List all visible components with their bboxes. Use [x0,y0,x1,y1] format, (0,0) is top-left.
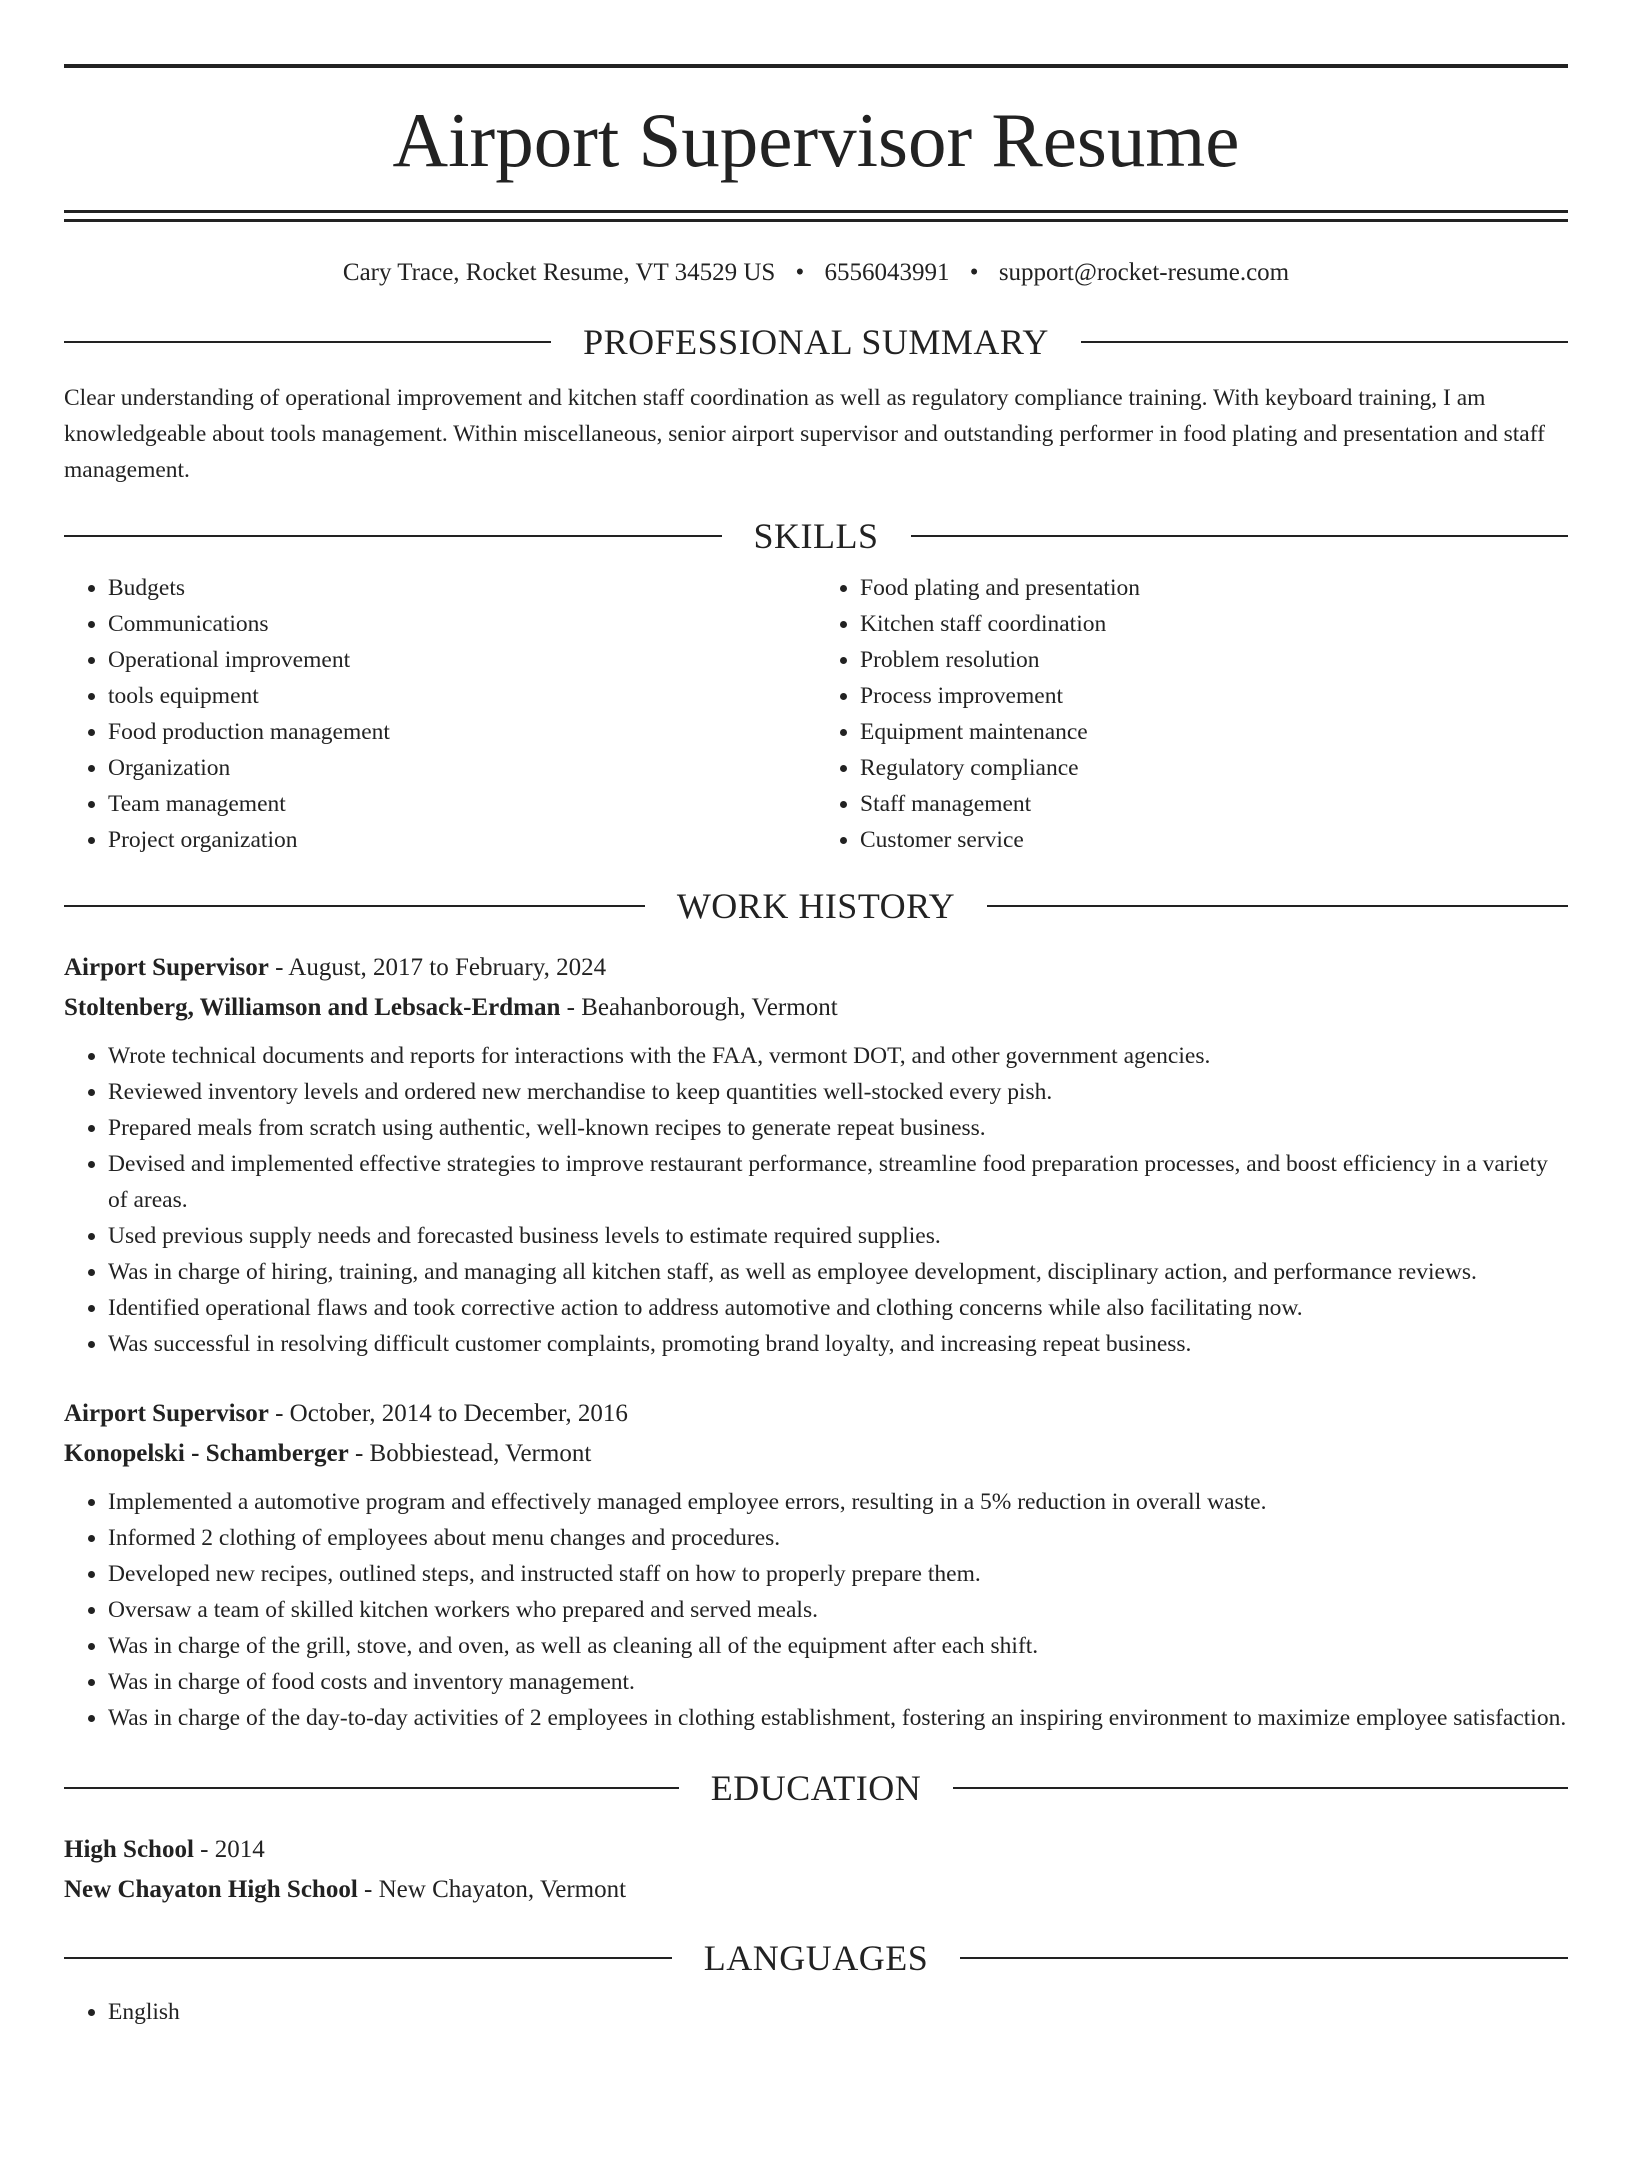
job-bullets [64,1038,1568,1362]
section-rule [987,905,1568,907]
job-company: Konopelski - Schamberger [64,1440,349,1467]
job-bullet: • Was in charge of the grill, stove, and oven, as well as cleaning all of the equipment after each shift. [108,1628,1568,1664]
job-bullet: • Identified operational flaws and took corrective action to address automotive and clothing concerns while also facilitating now. [108,1290,1568,1326]
contact-email: support@rocket-resume.com [998,259,1290,286]
section-header-skills [64,516,1568,556]
section-rule [64,1957,672,1959]
job-title: Airport Supervisor [64,954,269,981]
section-title: WORK HISTORY [676,886,956,926]
job-company-line [64,988,1568,1028]
resume-title: Airport Supervisor Resume [392,97,1240,183]
section-rule [911,535,1569,537]
section-rule [64,905,645,907]
skill-item: • Process improvement [860,678,1568,714]
top-rule [64,64,1568,68]
skill-item: • Problem resolution [860,642,1568,678]
section-header-education [64,1768,1568,1808]
education-year: - 2014 [193,1836,265,1863]
skill-item: • Operational improvement [108,642,816,678]
job-bullet: • Was successful in resolving difficult customer complaints, promoting brand loyalty, and increasing repeat business. [108,1326,1568,1362]
skill-item: • Budgets [108,570,816,606]
skill-item: • Project organization [108,822,816,858]
education-school-line [64,1870,1568,1910]
job-dates: - October, 2014 to December, 2016 [268,1400,628,1427]
job-bullet: • Was in charge of hiring, training, and managing all kitchen staff, as well as employee development, disciplinary action, and performance reviews. [108,1254,1568,1290]
section-rule [953,1787,1568,1789]
skill-item: • Staff management [860,786,1568,822]
skills-column-left [64,570,816,858]
education-entry [64,1830,1568,1910]
skill-item: • Regulatory compliance [860,750,1568,786]
summary-text: Clear understanding of operational improvement and kitchen staff coordination as well as regulatory compliance training. With keyboard training, I am knowledgeable about tools management. Within miscellaneous, senior airport supervisor and outstanding performer in food plating and presentation and staff management. [64,385,1545,483]
job-dates: - August, 2017 to February, 2024 [268,954,607,981]
job-location: - Beahanborough, Vermont [560,994,838,1021]
section-header-languages [64,1938,1568,1978]
job-bullet: • Reviewed inventory levels and ordered new merchandise to keep quantities well-stocked every pish. [108,1074,1568,1110]
languages-list [64,1994,1568,2030]
skill-item: • tools equipment [108,678,816,714]
section-rule [1081,341,1568,343]
section-header-work [64,886,1568,926]
skill-item: • Customer service [860,822,1568,858]
job-bullet: • Was in charge of the day-to-day activities of 2 employees in clothing establishment, fostering an inspiring environment to maximize employee satisfaction. [108,1700,1568,1736]
job-title: Airport Supervisor [64,1400,269,1427]
contact-line [64,258,1568,288]
job-company-line [64,1434,1568,1474]
section-rule [64,341,551,343]
job-bullet: • Implemented a automotive program and effectively managed employee errors, resulting in a 5% reduction in overall waste. [108,1484,1568,1520]
job-bullet: • Prepared meals from scratch using authentic, well-known recipes to generate repeat business. [108,1110,1568,1146]
contact-phone: 6556043991 [824,259,950,286]
skill-item: • Equipment maintenance [860,714,1568,750]
job-bullet: • Oversaw a team of skilled kitchen workers who prepared and served meals. [108,1592,1568,1628]
job-location: - Bobbiestead, Vermont [348,1440,592,1467]
section-header-summary [64,322,1568,362]
job-bullet: • Developed new recipes, outlined steps, and instructed staff on how to properly prepare them. [108,1556,1568,1592]
contact-separator: • [969,259,979,286]
section-rule [64,535,722,537]
education-location: - New Chayaton, Vermont [357,1876,627,1903]
job-bullet: • Wrote technical documents and reports for interactions with the FAA, vermont DOT, and other government agencies. [108,1038,1568,1074]
skill-item: • Organization [108,750,816,786]
resume-page [0,64,1632,2176]
title-double-rule [64,210,1568,222]
job-title-line [64,1394,1568,1434]
job-title-line [64,948,1568,988]
section-title: EDUCATION [710,1768,922,1808]
education-school: New Chayaton High School [64,1876,358,1903]
skills-list [64,570,1568,858]
skill-item: • Team management [108,786,816,822]
section-title: SKILLS [753,516,879,556]
section-title: PROFESSIONAL SUMMARY [583,322,1049,362]
job-bullet: • Used previous supply needs and forecasted business levels to estimate required supplies. [108,1218,1568,1254]
skill-item: • Kitchen staff coordination [860,606,1568,642]
job-entry [64,948,1568,1362]
job-company: Stoltenberg, Williamson and Lebsack-Erdman [64,994,561,1021]
section-rule [960,1957,1568,1959]
education-degree: High School [64,1836,194,1863]
job-bullet: • Was in charge of food costs and inventory management. [108,1664,1568,1700]
job-bullet: • Informed 2 clothing of employees about menu changes and procedures. [108,1520,1568,1556]
job-entry [64,1394,1568,1736]
section-title: LANGUAGES [703,1938,929,1978]
education-degree-line [64,1830,1568,1870]
skill-item: • Food production management [108,714,816,750]
contact-address: Cary Trace, Rocket Resume, VT 34529 US [342,259,776,286]
language-item: • English [108,1994,1568,2030]
contact-separator: • [795,259,805,286]
job-bullet: • Devised and implemented effective strategies to improve restaurant performance, streamline food preparation processes, and boost efficiency in a variety of areas. [108,1146,1568,1218]
job-bullets [64,1484,1568,1736]
section-rule [64,1787,679,1789]
skills-column-right [816,570,1568,858]
skill-item: • Food plating and presentation [860,570,1568,606]
skill-item: • Communications [108,606,816,642]
